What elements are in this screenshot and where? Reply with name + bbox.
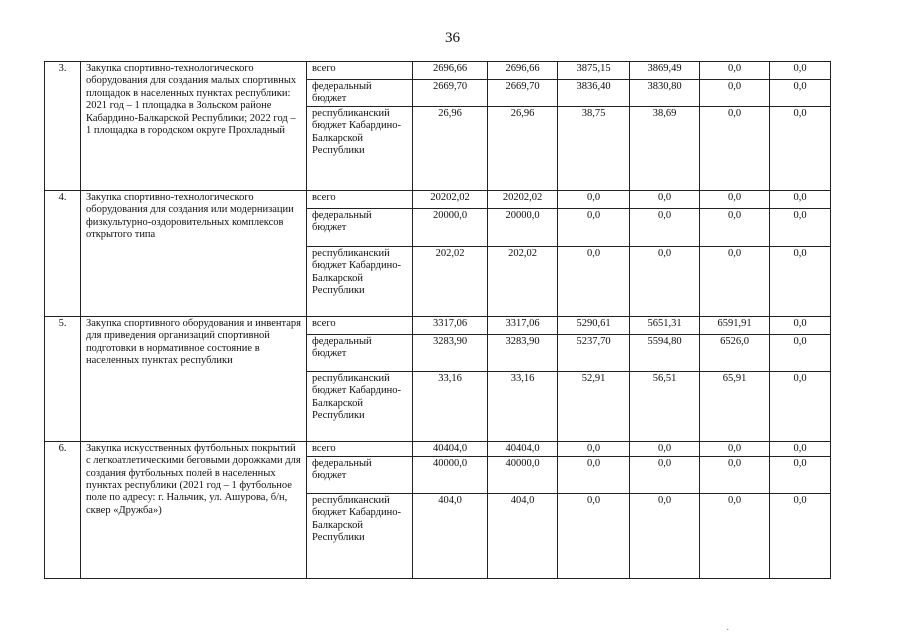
funding-source: всего [307,190,413,208]
amount-cell: 0,0 [770,190,831,208]
amount-cell: 0,0 [630,493,700,578]
amount-cell: 20000,0 [488,208,558,246]
amount-cell: 40404,0 [488,441,558,456]
amount-cell: 0,0 [700,246,770,316]
amount-cell: 0,0 [770,106,831,190]
table-row [45,441,831,456]
amount-cell: 0,0 [630,456,700,493]
amount-cell: 404,0 [413,493,488,578]
amount-cell: 3830,80 [630,80,700,107]
amount-cell: 0,0 [770,80,831,107]
table-row [45,190,831,208]
amount-cell: 0,0 [630,208,700,246]
funding-source: всего [307,441,413,456]
amount-cell: 0,0 [558,190,630,208]
table-body [45,62,831,579]
amount-cell: 26,96 [488,106,558,190]
amount-cell: 0,0 [770,334,831,371]
amount-cell: 40404,0 [413,441,488,456]
amount-cell: 5651,31 [630,316,700,334]
funding-source: республиканский бюджет Кабардино-Балкарской Республики [307,106,413,190]
amount-cell: 0,0 [770,246,831,316]
amount-cell: 3317,06 [488,316,558,334]
funding-source: всего [307,316,413,334]
amount-cell: 38,69 [630,106,700,190]
amount-cell: 2696,66 [488,62,558,80]
amount-cell: 40000,0 [413,456,488,493]
amount-cell: 0,0 [700,62,770,80]
activity-description: Закупка спортивного оборудования и инвентаря для приведения организаций спортивной подготовки в нормативное состояние в населенных пунктах республики [81,316,307,441]
funding-source: федеральный бюджет [307,334,413,371]
funding-source: республиканский бюджет Кабардино-Балкарской Республики [307,371,413,441]
amount-cell: 52,91 [558,371,630,441]
amount-cell: 33,16 [413,371,488,441]
scan-mark: . [726,622,729,633]
amount-cell: 0,0 [630,190,700,208]
amount-cell: 0,0 [770,441,831,456]
amount-cell: 3317,06 [413,316,488,334]
row-number: 5. [45,316,81,441]
amount-cell: 0,0 [770,62,831,80]
amount-cell: 5594,80 [630,334,700,371]
row-number: 3. [45,62,81,191]
amount-cell: 26,96 [413,106,488,190]
amount-cell: 5290,61 [558,316,630,334]
amount-cell: 0,0 [558,493,630,578]
activity-description: Закупка спортивно-технологического оборудования для создания малых спортивных площадок в населенных пунктах республики: 2021 год – 1 площадка в Зольском районе Кабардино-Балкарской Республики; 2022 год – 1 площадка в городском округе Прохладный [81,62,307,191]
amount-cell: 2696,66 [413,62,488,80]
amount-cell: 202,02 [413,246,488,316]
amount-cell: 2669,70 [488,80,558,107]
activity-description: Закупка спортивно-технологического оборудования для создания или модернизации физкультурно-оздоровительных комплексов открытого типа [81,190,307,316]
amount-cell: 0,0 [558,441,630,456]
amount-cell: 33,16 [488,371,558,441]
amount-cell: 0,0 [630,441,700,456]
amount-cell: 0,0 [558,246,630,316]
activity-description: Закупка искусственных футбольных покрытий с легкоатлетическими беговыми дорожками для создания футбольных полей в населенных пунктах республики (2021 год – 1 футбольное поле по адресу: г. Нальчик, ул. Ашурова, б/н, сквер «Дружба») [81,441,307,578]
row-number: 4. [45,190,81,316]
amount-cell: 0,0 [700,208,770,246]
amount-cell: 38,75 [558,106,630,190]
amount-cell: 0,0 [700,456,770,493]
amount-cell: 0,0 [558,456,630,493]
amount-cell: 56,51 [630,371,700,441]
funding-source: федеральный бюджет [307,80,413,107]
amount-cell: 20202,02 [413,190,488,208]
amount-cell: 0,0 [770,316,831,334]
amount-cell: 0,0 [558,208,630,246]
page-number: 36 [445,30,460,46]
amount-cell: 20000,0 [413,208,488,246]
amount-cell: 2669,70 [413,80,488,107]
amount-cell: 20202,02 [488,190,558,208]
funding-source: республиканский бюджет Кабардино-Балкарской Республики [307,493,413,578]
amount-cell: 3836,40 [558,80,630,107]
amount-cell: 3283,90 [488,334,558,371]
funding-source: республиканский бюджет Кабардино-Балкарской Республики [307,246,413,316]
amount-cell: 3875,15 [558,62,630,80]
amount-cell: 404,0 [488,493,558,578]
amount-cell: 0,0 [770,208,831,246]
amount-cell: 5237,70 [558,334,630,371]
funding-source: федеральный бюджет [307,456,413,493]
budget-table [44,61,831,579]
amount-cell: 0,0 [770,456,831,493]
amount-cell: 0,0 [700,190,770,208]
funding-source: всего [307,62,413,80]
amount-cell: 202,02 [488,246,558,316]
amount-cell: 6591,91 [700,316,770,334]
amount-cell: 65,91 [700,371,770,441]
amount-cell: 3283,90 [413,334,488,371]
table-row [45,62,831,80]
amount-cell: 0,0 [770,371,831,441]
amount-cell: 0,0 [770,493,831,578]
funding-source: федеральный бюджет [307,208,413,246]
amount-cell: 0,0 [700,80,770,107]
amount-cell: 0,0 [630,246,700,316]
amount-cell: 0,0 [700,493,770,578]
table-row [45,316,831,334]
amount-cell: 3869,49 [630,62,700,80]
amount-cell: 0,0 [700,106,770,190]
row-number: 6. [45,441,81,578]
amount-cell: 40000,0 [488,456,558,493]
amount-cell: 0,0 [700,441,770,456]
amount-cell: 6526,0 [700,334,770,371]
